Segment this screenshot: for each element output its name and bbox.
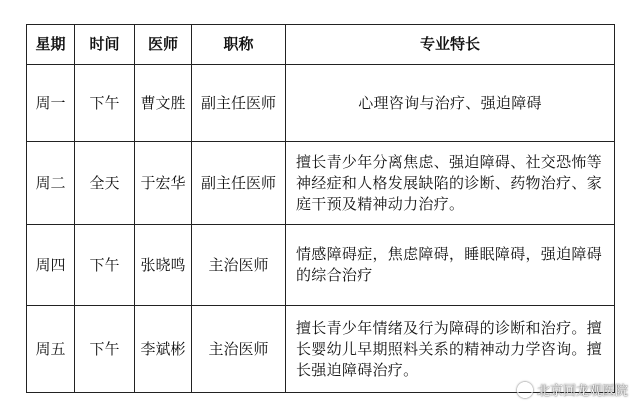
cell-doctor: 曹文胜 (135, 65, 192, 142)
header-title: 职称 (192, 25, 286, 65)
cell-time: 下午 (75, 65, 135, 142)
watermark-text: 北京回龙观医院 (536, 384, 628, 399)
watermark (517, 380, 628, 399)
header-doctor: 医师 (135, 25, 192, 65)
header-time: 时间 (75, 25, 135, 65)
header-specialty: 专业特长 (286, 25, 615, 65)
table-row (27, 65, 615, 142)
cell-day: 周四 (27, 225, 75, 306)
cell-doctor: 李斌彬 (135, 306, 192, 393)
table-row (27, 142, 615, 225)
table-header-row (27, 25, 615, 65)
clinic-schedule-table (26, 24, 615, 393)
cell-time: 下午 (75, 225, 135, 306)
table-row (27, 225, 615, 306)
cell-doctor: 张晓鸣 (135, 225, 192, 306)
cell-time: 下午 (75, 306, 135, 393)
cell-day: 周二 (27, 142, 75, 225)
cell-specialty: 情感障碍症，焦虑障碍，睡眠障碍，强迫障碍的综合治疗 (286, 225, 615, 306)
cell-time: 全天 (75, 142, 135, 225)
cell-specialty: 擅长青少年情绪及行为障碍的诊断和治疗。擅长婴幼儿早期照料关系的精神动力学咨询。擅长强迫障碍治疗。 (286, 306, 615, 393)
cell-day: 周五 (27, 306, 75, 393)
header-day: 星期 (27, 25, 75, 65)
cell-title: 主治医师 (192, 306, 286, 393)
cell-specialty: 擅长青少年分离焦虑、强迫障碍、社交恐怖等神经症和人格发展缺陷的诊断、药物治疗、家庭干预及精神动力治疗。 (286, 142, 615, 225)
cell-title: 主治医师 (192, 225, 286, 306)
wechat-official-account-icon (517, 382, 533, 398)
cell-day: 周一 (27, 65, 75, 142)
cell-title: 副主任医师 (192, 65, 286, 142)
cell-specialty: 心理咨询与治疗、强迫障碍 (286, 65, 615, 142)
cell-doctor: 于宏华 (135, 142, 192, 225)
cell-title: 副主任医师 (192, 142, 286, 225)
